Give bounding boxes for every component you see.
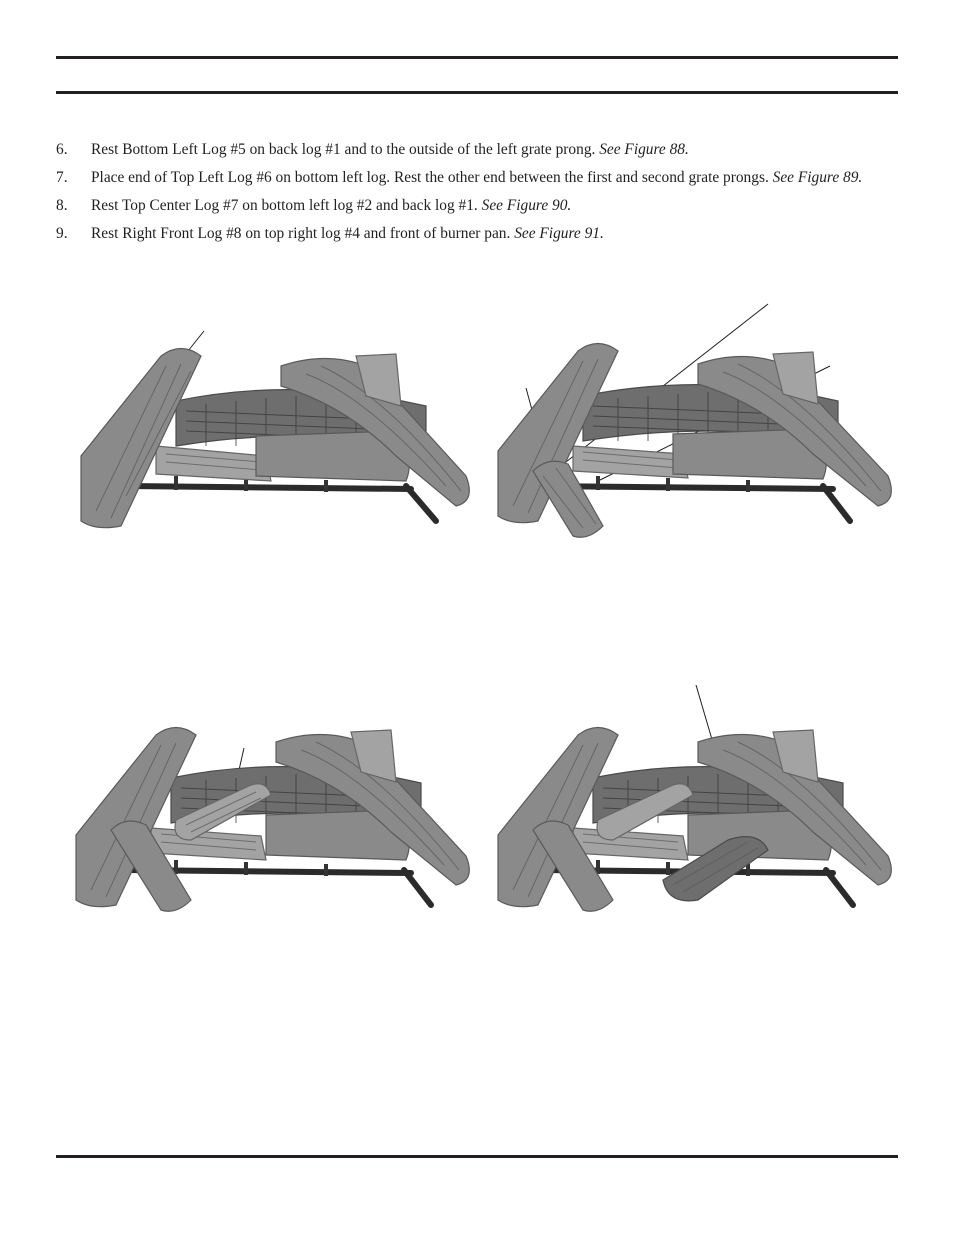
- figure-90-log-placement: [66, 680, 486, 920]
- instruction-list: [56, 140, 898, 252]
- figure-89-log-placement: [488, 296, 908, 546]
- step-text: Rest Top Center Log #7 on bottom left log #2 and back log #1.: [91, 197, 482, 214]
- figure-reference: See Figure 91.: [514, 225, 604, 242]
- step-number: 8.: [56, 197, 68, 214]
- log-set-illustration: [66, 296, 486, 536]
- step-text: Rest Right Front Log #8 on top right log #4 and front of burner pan.: [91, 225, 515, 242]
- instruction-step: [56, 224, 898, 244]
- step-number: 7.: [56, 169, 68, 186]
- figure-91-log-placement: [488, 680, 908, 920]
- header-rule-bottom: [56, 91, 898, 94]
- figure-reference: See Figure 88.: [599, 141, 689, 158]
- instruction-step: [56, 196, 898, 216]
- step-text: Place end of Top Left Log #6 on bottom left log. Rest the other end between the first and second grate prongs.: [91, 169, 773, 186]
- figure-88-log-placement: [66, 296, 486, 536]
- figure-reference: See Figure 89.: [772, 169, 863, 186]
- log-set-illustration: [66, 680, 486, 920]
- step-number: 6.: [56, 141, 68, 158]
- log-set-illustration: [488, 296, 908, 546]
- figure-reference: See Figure 90.: [481, 197, 572, 214]
- footer-rule: [56, 1155, 898, 1158]
- step-number: 9.: [56, 225, 68, 242]
- instruction-step: [56, 168, 898, 188]
- log-set-illustration: [488, 680, 908, 920]
- step-text: Rest Bottom Left Log #5 on back log #1 and to the outside of the left grate prong.: [91, 141, 600, 158]
- instruction-step: [56, 140, 898, 160]
- header-rule-top: [56, 56, 898, 59]
